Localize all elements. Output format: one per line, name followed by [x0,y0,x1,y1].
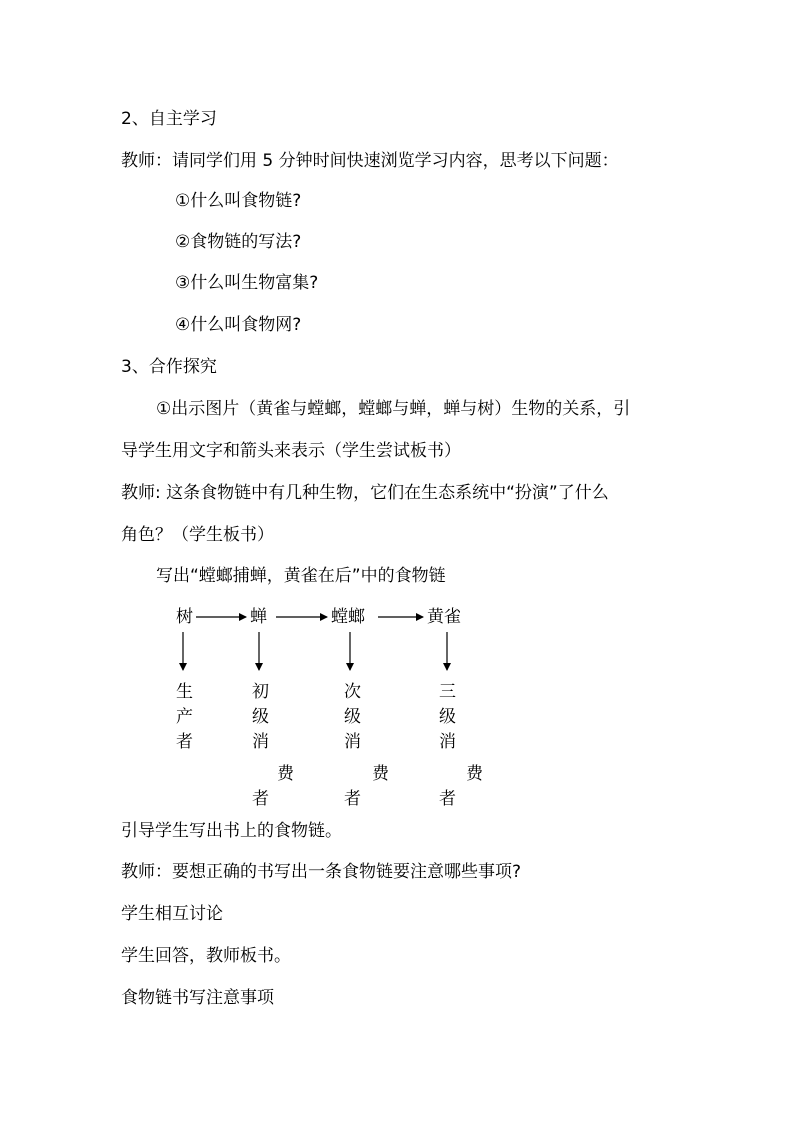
teacher-prompt-3: 教师：要想正确的书写出一条食物链要注意哪些事项? [121,862,522,882]
role-secondary-char-1: 次 [344,682,361,702]
role-tertiary-char-1: 三 [439,682,456,702]
role-producer-char-3: 者 [176,732,193,752]
role-tertiary-char-4: 费 [466,764,483,784]
role-secondary-char-3: 消 [344,732,361,752]
section-2-heading: 2、自主学习 [121,109,217,129]
teacher-prompt-1: 教师：请同学们用 5 分钟时间快速浏览学习内容，思考以下问题： [121,151,619,171]
role-primary-char-5: 者 [252,789,269,809]
teacher-prompt-2-line-2: 角色？（学生板书） [121,525,274,545]
role-primary-char-3: 消 [252,732,269,752]
role-tertiary-char-5: 者 [439,789,456,809]
organism-cicada: 蝉 [250,607,267,627]
role-producer-char-2: 产 [176,707,193,727]
section-3-heading: 3、合作探究 [121,357,217,377]
question-2: ②食物链的写法? [175,232,302,252]
organism-mantis: 螳螂 [331,607,365,627]
guide-line: 引导学生写出书上的食物链。 [121,821,342,841]
step-1-line-2: 导学生用文字和箭头来表示（学生尝试板书） [121,441,461,461]
role-producer-char-1: 生 [176,682,193,702]
question-4: ④什么叫食物网? [175,315,302,335]
role-secondary-char-4: 费 [372,764,389,784]
role-primary-char-4: 费 [277,764,294,784]
discussion-line: 学生相互讨论 [121,904,223,924]
answer-line: 学生回答，教师板书。 [121,946,291,966]
role-secondary-char-5: 者 [344,789,361,809]
question-3: ③什么叫生物富集? [175,273,319,293]
write-prompt: 写出“螳螂捕蝉，黄雀在后”中的食物链 [156,566,446,586]
role-tertiary-char-2: 级 [439,707,456,727]
organism-tree: 树 [176,607,193,627]
step-1-line-1: ①出示图片（黄雀与螳螂，螳螂与蝉，蝉与树）生物的关系，引 [156,399,631,419]
role-primary-char-2: 级 [252,707,269,727]
question-1: ①什么叫食物链? [175,191,302,211]
role-primary-char-1: 初 [252,682,269,702]
notes-heading: 食物链书写注意事项 [121,988,274,1008]
teacher-prompt-2-line-1: 教师: 这条食物链中有几种生物，它们在生态系统中“扮演”了什么 [121,483,609,503]
role-tertiary-char-3: 消 [439,732,456,752]
role-secondary-char-2: 级 [344,707,361,727]
organism-oriole: 黄雀 [427,607,461,627]
